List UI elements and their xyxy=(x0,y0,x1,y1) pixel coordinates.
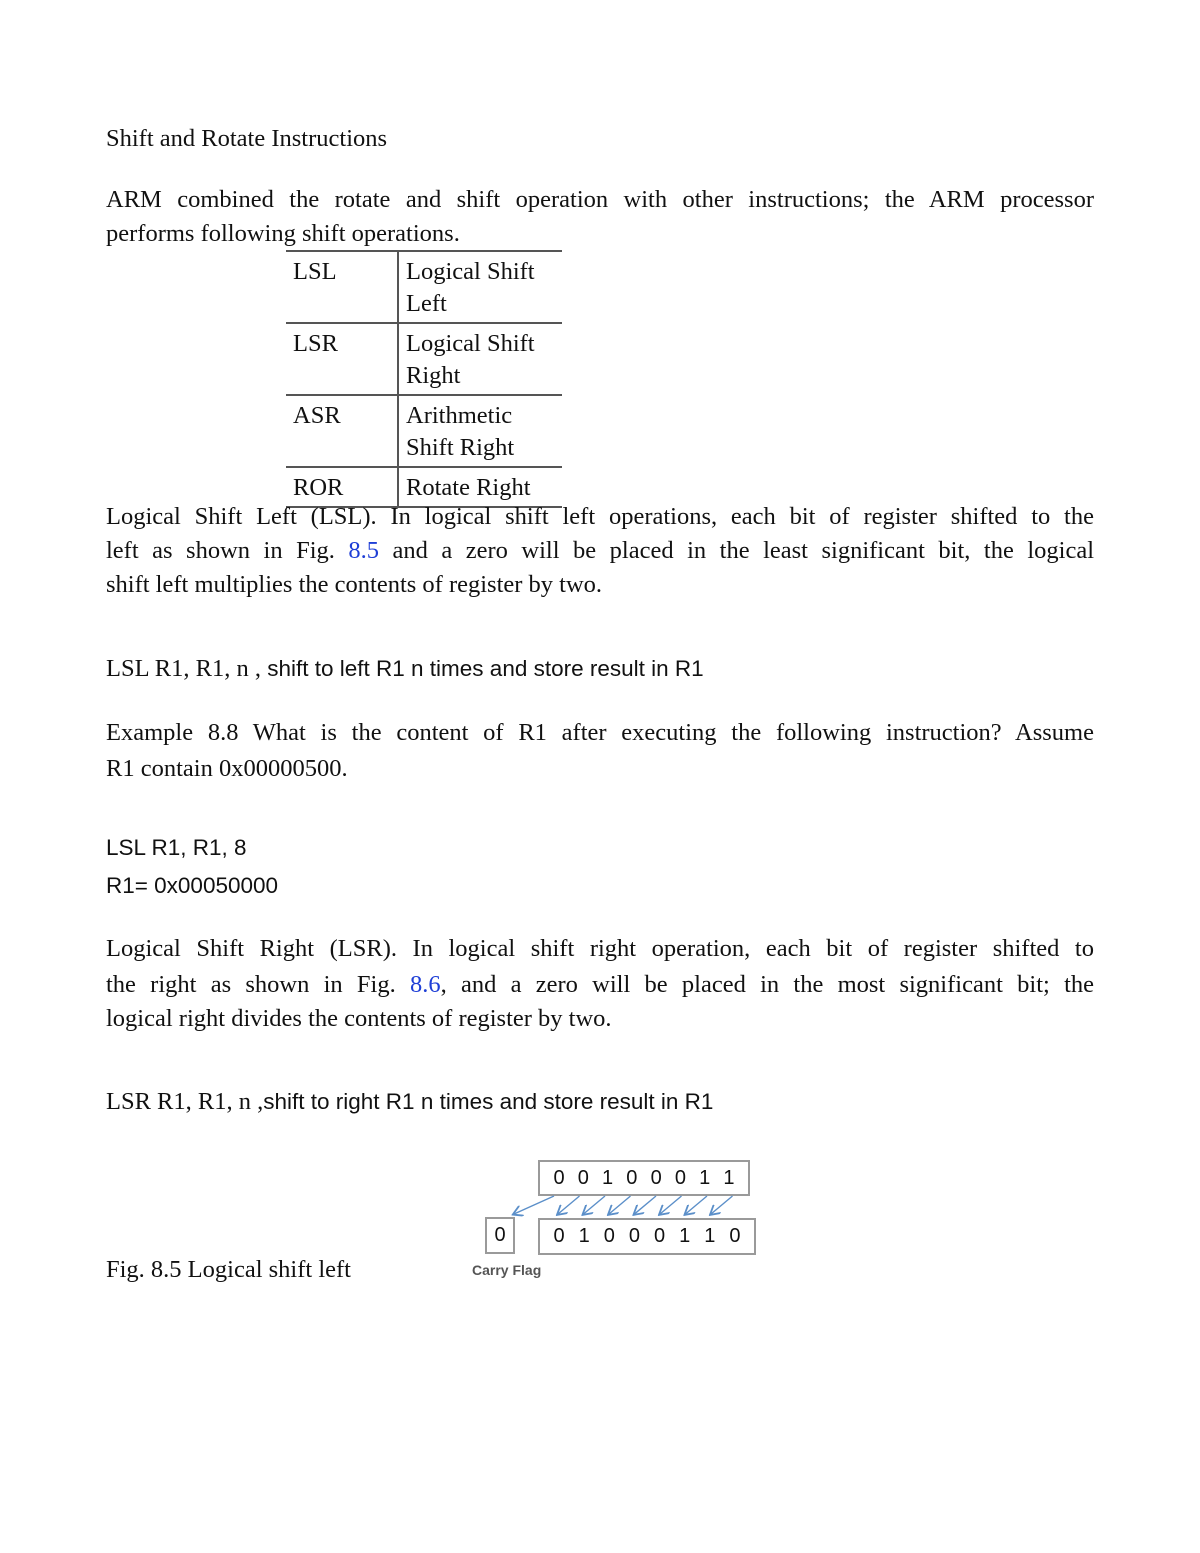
shift-arrow xyxy=(609,1196,631,1214)
bit-value: 1 xyxy=(699,1166,711,1189)
shift-operations-table xyxy=(286,250,562,508)
bit-value: 0 xyxy=(626,1166,638,1189)
bit-value: 0 xyxy=(729,1225,741,1247)
page-title: Shift and Rotate Instructions xyxy=(106,125,388,152)
lsr-paragraph-line-3: logical right divides the contents of register by two. xyxy=(106,1005,612,1032)
shift-arrow xyxy=(635,1196,657,1214)
bit-value: 0 xyxy=(553,1166,565,1189)
table-cell-description xyxy=(398,395,562,467)
syntax-mnemonic: LSR R1, R1, n , xyxy=(106,1088,264,1115)
shift-arrow xyxy=(584,1196,606,1214)
intro-line-2: performs following shift operations. xyxy=(106,220,460,247)
bit-value: 0 xyxy=(628,1225,640,1247)
table-row xyxy=(286,395,562,467)
table-row xyxy=(286,251,562,323)
figure-reference-link[interactable]: 8.5 xyxy=(348,537,380,564)
table-cell-code: ROR xyxy=(286,467,398,507)
lsr-paragraph-line-2 xyxy=(106,968,1094,1002)
description-line: Logical Shift xyxy=(406,258,535,285)
lsl-syntax-line xyxy=(106,652,1094,686)
bit-value: 0 xyxy=(553,1225,565,1247)
example-line-1: Example 8.8 What is the content of R1 after executing the following instruction? Assume xyxy=(106,719,1094,746)
example-result: R1= 0x00050000 xyxy=(106,873,279,898)
example-line-2: R1 contain 0x00000500. xyxy=(106,755,348,782)
table-cell-code: ASR xyxy=(286,395,398,467)
lsl-paragraph-line-1: Logical Shift Left (LSL). In logical shift left operations, each bit of register shifted to the xyxy=(106,503,1094,530)
shift-arrow xyxy=(514,1196,554,1214)
output-register-box xyxy=(538,1218,756,1255)
lsl-paragraph-line-3: shift left multiplies the contents of register by two. xyxy=(106,571,603,598)
bit-value: 1 xyxy=(723,1166,735,1189)
table-cell-description xyxy=(398,251,562,323)
lsr-paragraph-line-1: Logical Shift Right (LSR). In logical shift right operation, each bit of register shifted to xyxy=(106,935,1094,962)
syntax-description: shift to left R1 n times and store result in R1 xyxy=(260,656,704,681)
shift-arrow xyxy=(686,1196,708,1214)
carry-flag-label: Carry Flag xyxy=(472,1262,542,1278)
bit-value: 1 xyxy=(602,1166,614,1189)
bit-value: 1 xyxy=(578,1225,590,1247)
description-line: Left xyxy=(406,290,447,317)
description-line: Arithmetic xyxy=(406,402,513,429)
paragraph-text: and a zero will be placed in the least significant bit, the logical xyxy=(379,537,1094,564)
table-cell-description xyxy=(398,323,562,395)
bit-value: 0 xyxy=(603,1225,615,1247)
bit-value: 0 xyxy=(650,1166,662,1189)
bit-value: 0 xyxy=(577,1166,589,1189)
bit-value: 0 xyxy=(654,1225,666,1247)
shift-arrow xyxy=(558,1196,580,1214)
shift-arrow xyxy=(711,1196,733,1214)
bit-value: 1 xyxy=(704,1225,716,1247)
figure-caption: Fig. 8.5 Logical shift left xyxy=(106,1256,351,1283)
table-cell-code: LSR xyxy=(286,323,398,395)
paragraph-text: , and a zero will be placed in the most significant bit; the xyxy=(440,971,1094,998)
syntax-mnemonic: LSL R1, R1, n , xyxy=(106,655,261,682)
example-instruction: LSL R1, R1, 8 xyxy=(106,835,247,860)
description-line: Shift Right xyxy=(406,434,515,461)
figure-reference-link[interactable]: 8.6 xyxy=(409,971,441,998)
table-cell-code: LSL xyxy=(286,251,398,323)
lsr-syntax-line xyxy=(106,1085,1094,1119)
syntax-description: shift to right R1 n times and store result in R1 xyxy=(263,1089,714,1114)
shift-arrow xyxy=(660,1196,682,1214)
table-row xyxy=(286,323,562,395)
description-line: Right xyxy=(406,362,461,389)
intro-line-1: ARM combined the rotate and shift operation with other instructions; the ARM processor xyxy=(106,186,1094,213)
lsl-paragraph-line-2 xyxy=(106,534,1094,568)
paragraph-text: left as shown in Fig. xyxy=(106,537,349,564)
description-line: Logical Shift xyxy=(406,330,535,357)
description-line: Rotate Right xyxy=(406,474,531,501)
paragraph-text: the right as shown in Fig. xyxy=(106,971,410,998)
bit-value: 1 xyxy=(679,1225,691,1247)
bit-value: 0 xyxy=(674,1166,686,1189)
carry-flag-box: 0 xyxy=(485,1217,515,1254)
input-register-box xyxy=(538,1160,750,1196)
